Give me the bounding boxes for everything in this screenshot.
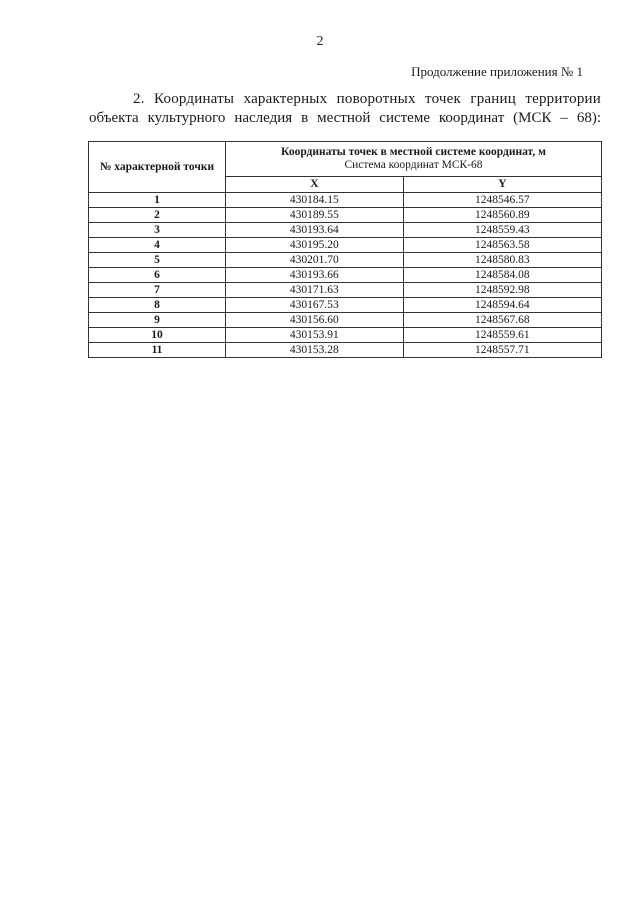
point-number-cell: 7	[89, 283, 226, 298]
point-number-cell: 10	[89, 328, 226, 343]
x-coordinate-cell: 430201.70	[226, 253, 404, 268]
coordinates-header	[226, 142, 602, 177]
table-row	[89, 298, 602, 313]
y-coordinate-cell: 1248594.64	[403, 298, 601, 313]
x-column-header: X	[226, 177, 404, 193]
point-number-cell: 8	[89, 298, 226, 313]
table-row	[89, 193, 602, 208]
table-row	[89, 208, 602, 223]
appendix-note: Продолжение приложения № 1	[411, 64, 583, 79]
table-row	[89, 343, 602, 358]
point-number-cell: 1	[89, 193, 226, 208]
coordinates-table-body	[89, 193, 602, 358]
table-row	[89, 313, 602, 328]
heading-line-2: объекта культурного наследия в местной системе координат (МСК – 68):	[89, 110, 601, 126]
table-row	[89, 253, 602, 268]
y-coordinate-cell: 1248592.98	[403, 283, 601, 298]
y-coordinate-cell: 1248580.83	[403, 253, 601, 268]
x-coordinate-cell: 430193.64	[226, 223, 404, 238]
coordinates-table	[88, 141, 602, 358]
point-number-header: № характерной точки	[89, 142, 226, 193]
y-coordinate-cell: 1248557.71	[403, 343, 601, 358]
table-row	[89, 238, 602, 253]
point-number-cell: 6	[89, 268, 226, 283]
x-coordinate-cell: 430153.91	[226, 328, 404, 343]
heading-line-1: 2. Координаты характерных поворотных точек границ территории	[133, 91, 601, 107]
x-coordinate-cell: 430184.15	[226, 193, 404, 208]
point-number-cell: 5	[89, 253, 226, 268]
y-column-header: Y	[403, 177, 601, 193]
y-coordinate-cell: 1248567.68	[403, 313, 601, 328]
y-coordinate-cell: 1248559.43	[403, 223, 601, 238]
x-coordinate-cell: 430153.28	[226, 343, 404, 358]
table-row	[89, 268, 602, 283]
coordinate-system-label: Система координат МСК-68	[344, 159, 483, 171]
y-coordinate-cell: 1248559.61	[403, 328, 601, 343]
point-number-cell: 4	[89, 238, 226, 253]
page-number: 2	[316, 34, 324, 49]
y-coordinate-cell: 1248546.57	[403, 193, 601, 208]
section-heading	[89, 90, 601, 128]
point-number-cell: 11	[89, 343, 226, 358]
y-coordinate-cell: 1248563.58	[403, 238, 601, 253]
x-coordinate-cell: 430193.66	[226, 268, 404, 283]
table-row	[89, 328, 602, 343]
table-row	[89, 223, 602, 238]
y-coordinate-cell: 1248584.08	[403, 268, 601, 283]
x-coordinate-cell: 430156.60	[226, 313, 404, 328]
y-coordinate-cell: 1248560.89	[403, 208, 601, 223]
coordinates-header-title: Координаты точек в местной системе координат, м	[281, 146, 546, 158]
point-number-cell: 3	[89, 223, 226, 238]
x-coordinate-cell: 430189.55	[226, 208, 404, 223]
x-coordinate-cell: 430167.53	[226, 298, 404, 313]
point-number-cell: 9	[89, 313, 226, 328]
table-row	[89, 283, 602, 298]
point-number-cell: 2	[89, 208, 226, 223]
x-coordinate-cell: 430171.63	[226, 283, 404, 298]
x-coordinate-cell: 430195.20	[226, 238, 404, 253]
